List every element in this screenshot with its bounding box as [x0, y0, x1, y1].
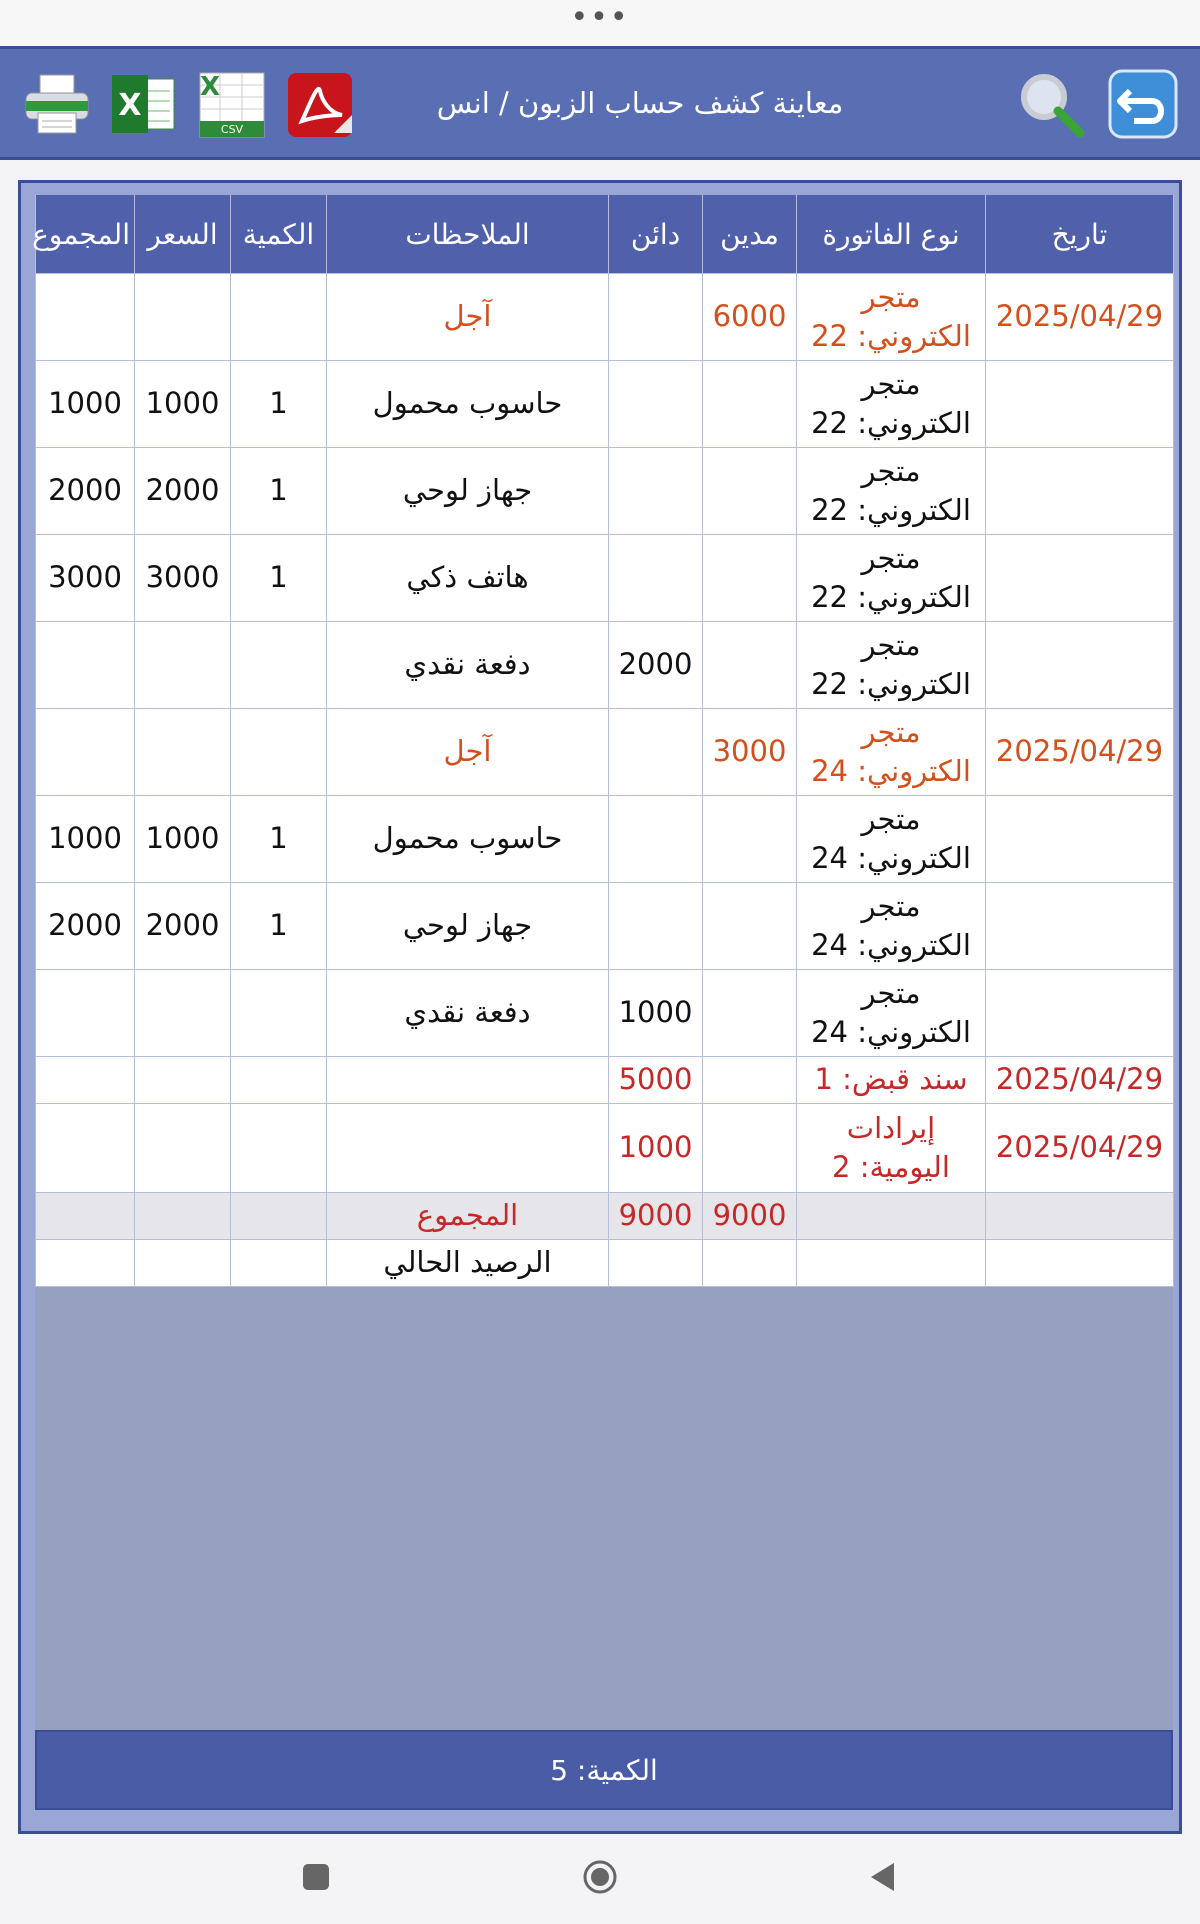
- cell-debit: [703, 448, 797, 535]
- cell-notes: دفعة نقدي: [327, 970, 609, 1057]
- cell-date: [986, 448, 1174, 535]
- cell-qty: 1: [231, 796, 327, 883]
- cell-price: [135, 1240, 231, 1287]
- table-row[interactable]: [36, 1104, 1174, 1193]
- cell-credit: [609, 535, 703, 622]
- excel-icon: [108, 69, 178, 139]
- cell-total: [36, 1057, 135, 1104]
- pdf-icon: [284, 69, 356, 141]
- cell-price: [135, 1104, 231, 1193]
- cell-credit: [609, 1240, 703, 1287]
- cell-invoice-type: [797, 1193, 986, 1240]
- cell-notes: حاسوب محمول: [327, 361, 609, 448]
- cell-notes: حاسوب محمول: [327, 796, 609, 883]
- cell-total: 1000: [36, 796, 135, 883]
- home-icon[interactable]: [585, 1862, 615, 1892]
- cell-notes: [327, 1104, 609, 1193]
- header-credit[interactable]: دائن: [609, 195, 703, 274]
- cell-price: 2000: [135, 448, 231, 535]
- balance-row: [36, 1240, 1174, 1287]
- cell-price: 3000: [135, 535, 231, 622]
- cell-invoice-type: متجر الكتروني: 24: [797, 970, 986, 1057]
- print-button[interactable]: [22, 69, 92, 139]
- cell-credit: 1000: [609, 970, 703, 1057]
- total-credit: 9000: [609, 1193, 703, 1240]
- cell-date: [986, 970, 1174, 1057]
- header-total[interactable]: المجموع: [36, 195, 135, 274]
- cell-notes: دفعة نقدي: [327, 622, 609, 709]
- statement-table-area[interactable]: [32, 195, 1173, 1740]
- cell-price: [135, 274, 231, 361]
- cell-date: [986, 535, 1174, 622]
- cell-invoice-type: متجر الكتروني: 22: [797, 448, 986, 535]
- cell-total: 2000: [36, 883, 135, 970]
- cell-qty: [231, 622, 327, 709]
- cell-invoice-type: إيرادات اليومية: 2: [797, 1104, 986, 1193]
- cell-credit: [609, 274, 703, 361]
- cell-qty: 1: [231, 535, 327, 622]
- cell-invoice-type: متجر الكتروني: 22: [797, 622, 986, 709]
- cell-total: [36, 274, 135, 361]
- cell-notes: جهاز لوحي: [327, 448, 609, 535]
- table-row[interactable]: [36, 970, 1174, 1057]
- cell-price: 1000: [135, 796, 231, 883]
- cell-notes: [327, 1057, 609, 1104]
- cell-debit: [703, 796, 797, 883]
- cell-date: 2025/04/29: [986, 1057, 1174, 1104]
- cell-price: [135, 970, 231, 1057]
- cell-total: 3000: [36, 535, 135, 622]
- cell-price: [135, 622, 231, 709]
- total-label: المجموع: [327, 1193, 609, 1240]
- cell-date: [986, 361, 1174, 448]
- header-price[interactable]: السعر: [135, 195, 231, 274]
- cell-price: 1000: [135, 361, 231, 448]
- table-header-row: [36, 195, 1174, 274]
- cell-debit: [703, 1104, 797, 1193]
- cell-invoice-type: متجر الكتروني: 22: [797, 361, 986, 448]
- cell-debit: [703, 883, 797, 970]
- header-invoice-type[interactable]: نوع الفاتورة: [797, 195, 986, 274]
- svg-text:X: X: [118, 88, 142, 123]
- header-notes[interactable]: الملاحظات: [327, 195, 609, 274]
- cell-credit: [609, 796, 703, 883]
- back-button[interactable]: [1108, 69, 1178, 139]
- table-row[interactable]: [36, 622, 1174, 709]
- cell-date: [986, 1193, 1174, 1240]
- table-row[interactable]: [36, 361, 1174, 448]
- cell-qty: [231, 709, 327, 796]
- svg-text:X: X: [199, 72, 221, 102]
- cell-price: [135, 1057, 231, 1104]
- cell-debit: [703, 1240, 797, 1287]
- cell-price: 2000: [135, 883, 231, 970]
- cell-credit: [609, 709, 703, 796]
- statement-table: [32, 195, 1174, 1287]
- table-row[interactable]: [36, 1057, 1174, 1104]
- cell-date: 2025/04/29: [986, 709, 1174, 796]
- cell-notes: آجل: [327, 709, 609, 796]
- cell-qty: [231, 1193, 327, 1240]
- cell-notes: آجل: [327, 274, 609, 361]
- cell-credit: 2000: [609, 622, 703, 709]
- quantity-label: الكمية: 5: [550, 1753, 658, 1787]
- cell-invoice-type: متجر الكتروني: 22: [797, 274, 986, 361]
- cell-credit: 1000: [609, 1104, 703, 1193]
- total-row: [36, 1193, 1174, 1240]
- statement-panel: [18, 180, 1182, 1834]
- more-dots-icon[interactable]: •••: [570, 0, 630, 35]
- cell-qty: [231, 1240, 327, 1287]
- cell-credit: [609, 883, 703, 970]
- cell-date: [986, 883, 1174, 970]
- header-qty[interactable]: الكمية: [231, 195, 327, 274]
- balance-label: الرصيد الحالي: [327, 1240, 609, 1287]
- cell-debit: [703, 361, 797, 448]
- cell-credit: 5000: [609, 1057, 703, 1104]
- table-row[interactable]: [36, 535, 1174, 622]
- cell-invoice-type: [797, 1240, 986, 1287]
- cell-qty: 1: [231, 361, 327, 448]
- cell-invoice-type: متجر الكتروني: 24: [797, 796, 986, 883]
- cell-qty: [231, 970, 327, 1057]
- table-row[interactable]: [36, 274, 1174, 361]
- cell-date: [986, 1240, 1174, 1287]
- table-row[interactable]: [36, 796, 1174, 883]
- cell-notes: هاتف ذكي: [327, 535, 609, 622]
- export-pdf-button[interactable]: [284, 69, 354, 139]
- cell-invoice-type: سند قبض: 1: [797, 1057, 986, 1104]
- csv-icon: [196, 69, 270, 141]
- cell-invoice-type: متجر الكتروني: 24: [797, 883, 986, 970]
- back-icon: [1108, 69, 1178, 139]
- recents-icon[interactable]: [303, 1864, 329, 1890]
- cell-total: 1000: [36, 361, 135, 448]
- cell-total: 2000: [36, 448, 135, 535]
- cell-debit: [703, 622, 797, 709]
- cell-credit: [609, 361, 703, 448]
- cell-qty: [231, 274, 327, 361]
- export-csv-button[interactable]: [196, 69, 266, 139]
- page-title: معاينة كشف حساب الزبون / انس: [436, 86, 844, 120]
- back-nav-icon[interactable]: [871, 1863, 894, 1891]
- cell-debit: [703, 970, 797, 1057]
- cell-debit: 6000: [703, 274, 797, 361]
- top-handle: [0, 0, 1200, 46]
- cell-price: [135, 709, 231, 796]
- search-button[interactable]: [1016, 69, 1086, 139]
- csv-text: CSV: [220, 123, 244, 136]
- cell-total: [36, 709, 135, 796]
- header-date[interactable]: تاريخ: [986, 195, 1174, 274]
- cell-price: [135, 1193, 231, 1240]
- cell-debit: [703, 535, 797, 622]
- total-debit: 9000: [703, 1193, 797, 1240]
- header-debit[interactable]: مدين: [703, 195, 797, 274]
- cell-date: 2025/04/29: [986, 1104, 1174, 1193]
- cell-debit: [703, 1057, 797, 1104]
- cell-total: [36, 1104, 135, 1193]
- cell-invoice-type: متجر الكتروني: 24: [797, 709, 986, 796]
- cell-qty: 1: [231, 448, 327, 535]
- quantity-footer: [35, 1730, 1173, 1810]
- cell-invoice-type: متجر الكتروني: 22: [797, 535, 986, 622]
- cell-total: [36, 1193, 135, 1240]
- cell-notes: جهاز لوحي: [327, 883, 609, 970]
- cell-total: [36, 1240, 135, 1287]
- cell-credit: [609, 448, 703, 535]
- export-excel-button[interactable]: [108, 69, 178, 139]
- search-icon: [1016, 69, 1088, 141]
- cell-qty: [231, 1057, 327, 1104]
- cell-total: [36, 622, 135, 709]
- cell-qty: 1: [231, 883, 327, 970]
- table-row[interactable]: [36, 448, 1174, 535]
- app-toolbar: [0, 46, 1200, 160]
- table-row[interactable]: [36, 883, 1174, 970]
- cell-debit: 3000: [703, 709, 797, 796]
- cell-date: [986, 622, 1174, 709]
- system-nav-bar: [0, 1834, 1200, 1920]
- cell-total: [36, 970, 135, 1057]
- cell-date: 2025/04/29: [986, 274, 1174, 361]
- table-row[interactable]: [36, 709, 1174, 796]
- cell-qty: [231, 1104, 327, 1193]
- cell-date: [986, 796, 1174, 883]
- printer-icon: [22, 69, 92, 139]
